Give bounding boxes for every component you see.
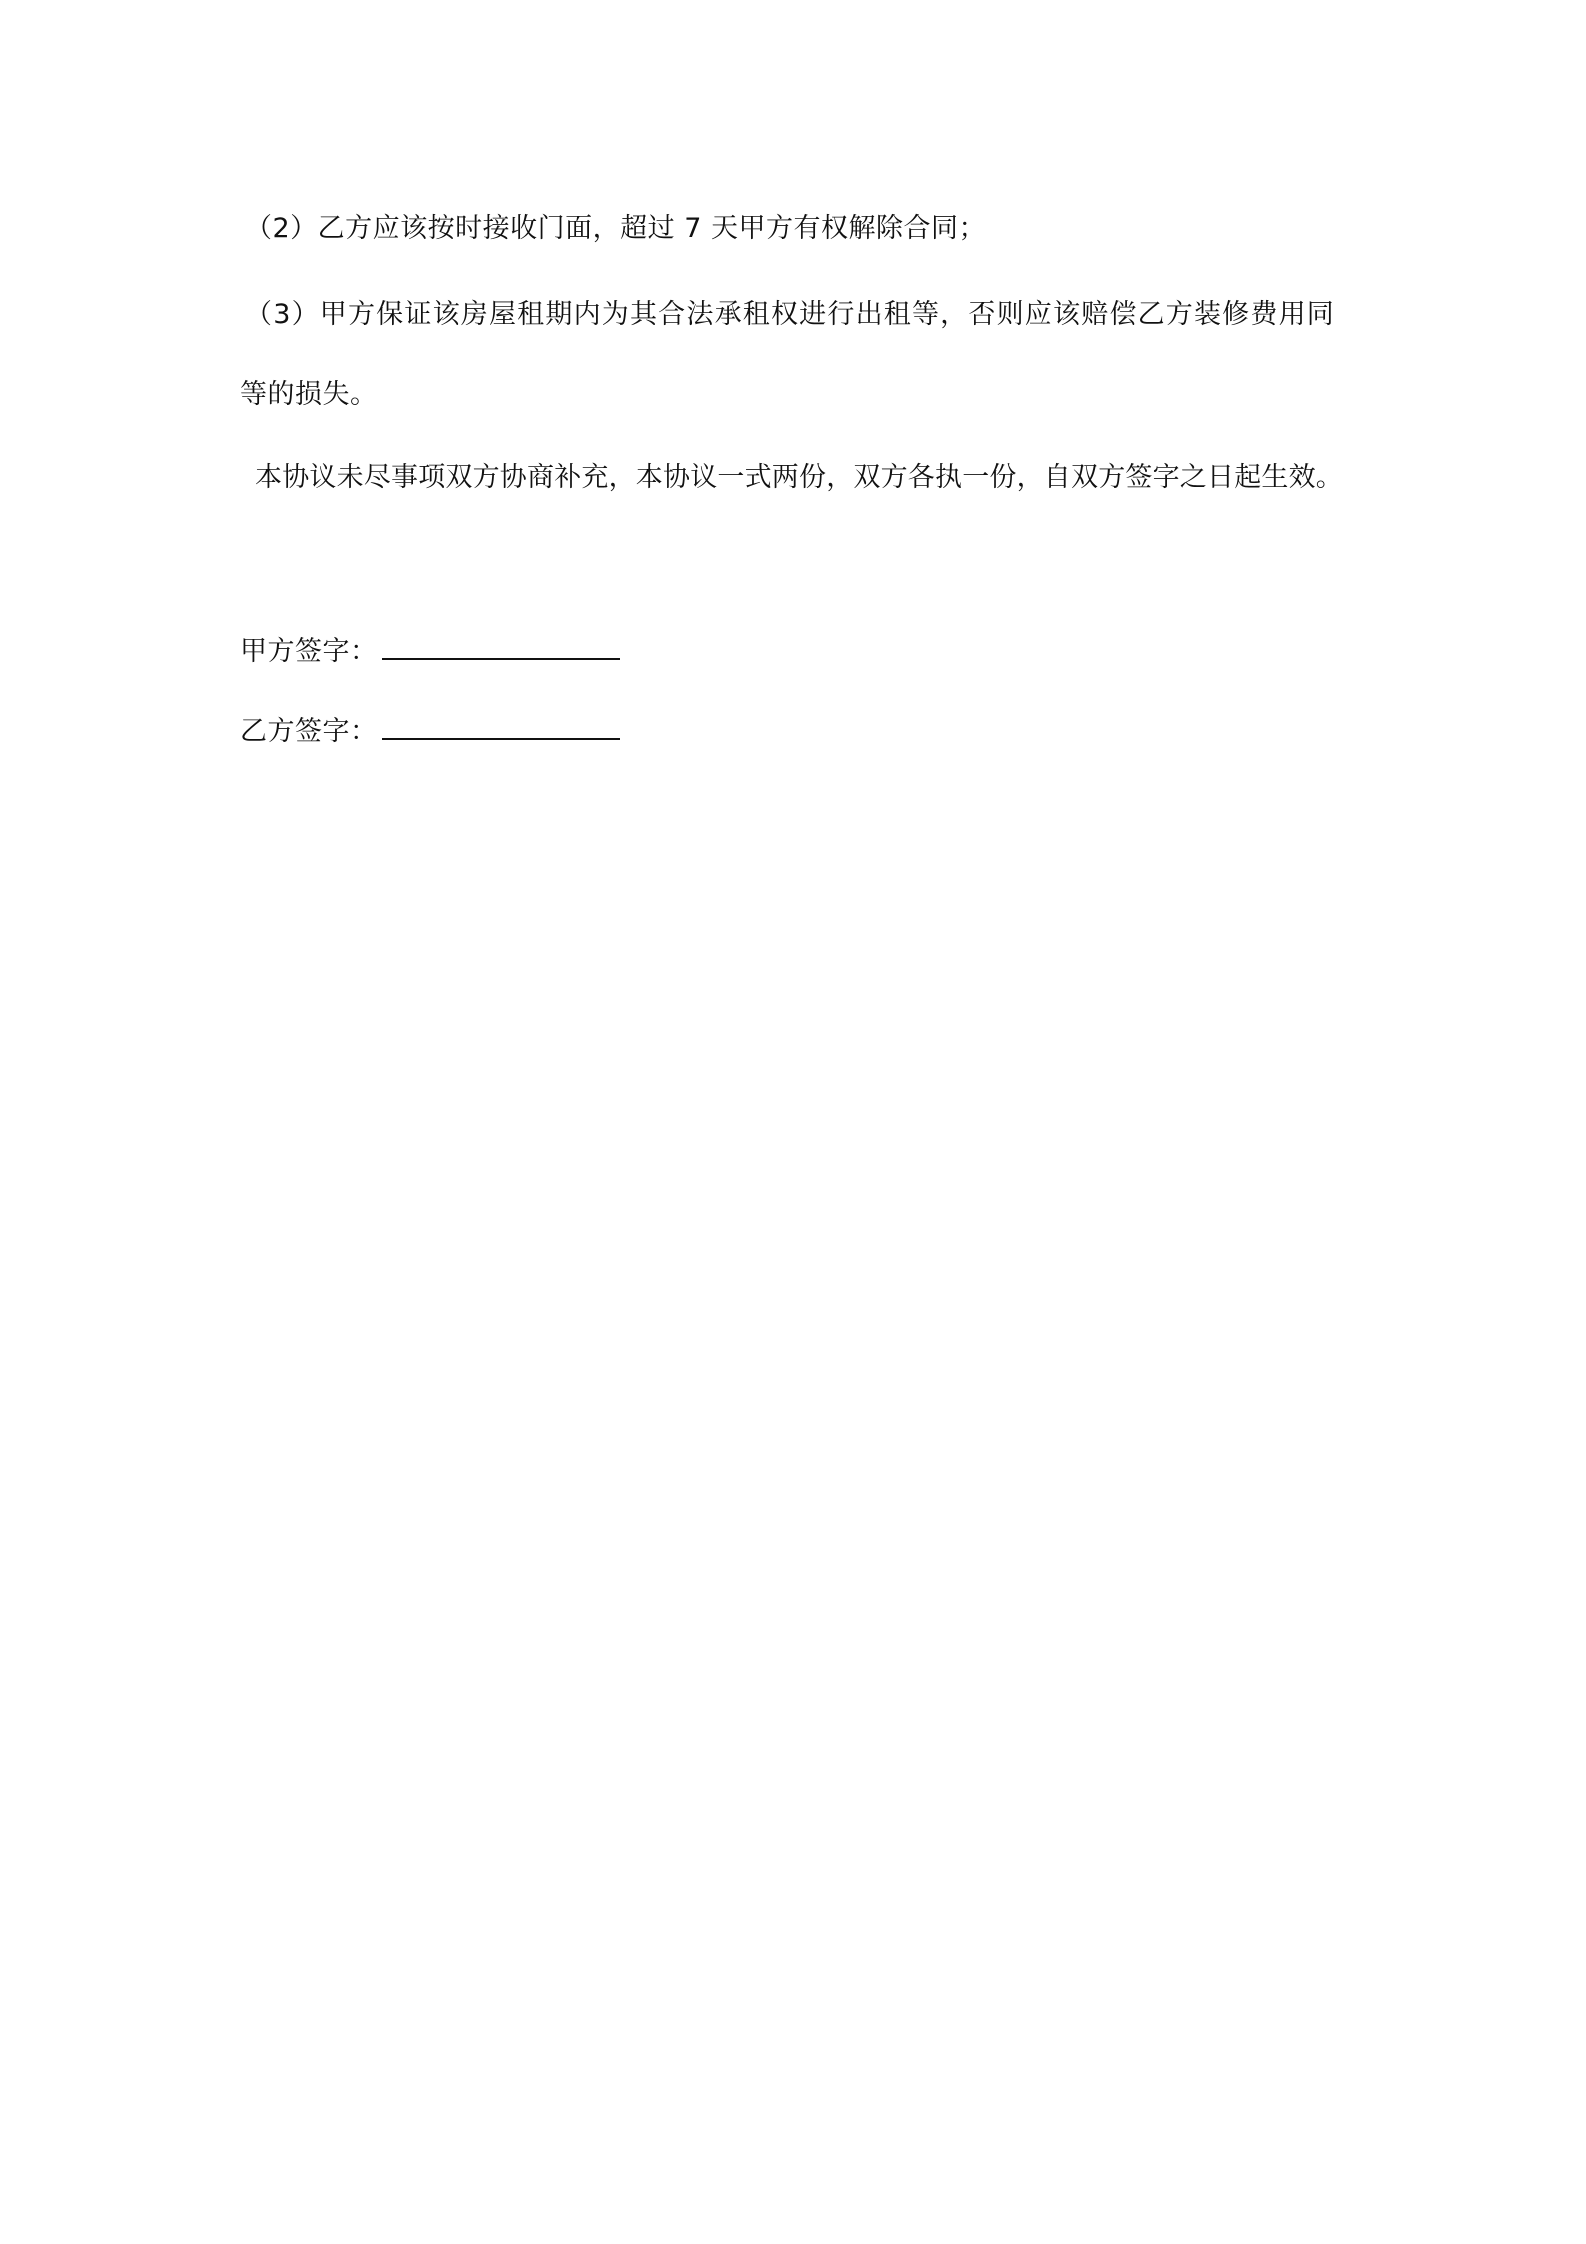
clause-3-continuation: 等的损失。 <box>240 379 378 410</box>
party-a-signature-line <box>240 630 620 672</box>
party-b-signature-line <box>240 710 620 752</box>
clause-3-text: （3）甲方保证该房屋租期内为其合法承租权进行出租等，否则应该赔偿乙方装修费用同 <box>245 299 1335 330</box>
party-a-signature-label: 甲方签字： <box>240 636 378 667</box>
clause-2-text: （2）乙方应该按时接收门面，超过 7 天甲方有权解除合同； <box>245 213 987 244</box>
party-a-signature-blank <box>382 630 620 660</box>
closing-statement: 本协议未尽事项双方协商补充，本协议一式两份，双方各执一份，自双方签字之日起生效。 <box>255 462 1343 493</box>
party-b-signature-blank <box>382 710 620 740</box>
party-b-signature-label: 乙方签字： <box>240 716 378 747</box>
